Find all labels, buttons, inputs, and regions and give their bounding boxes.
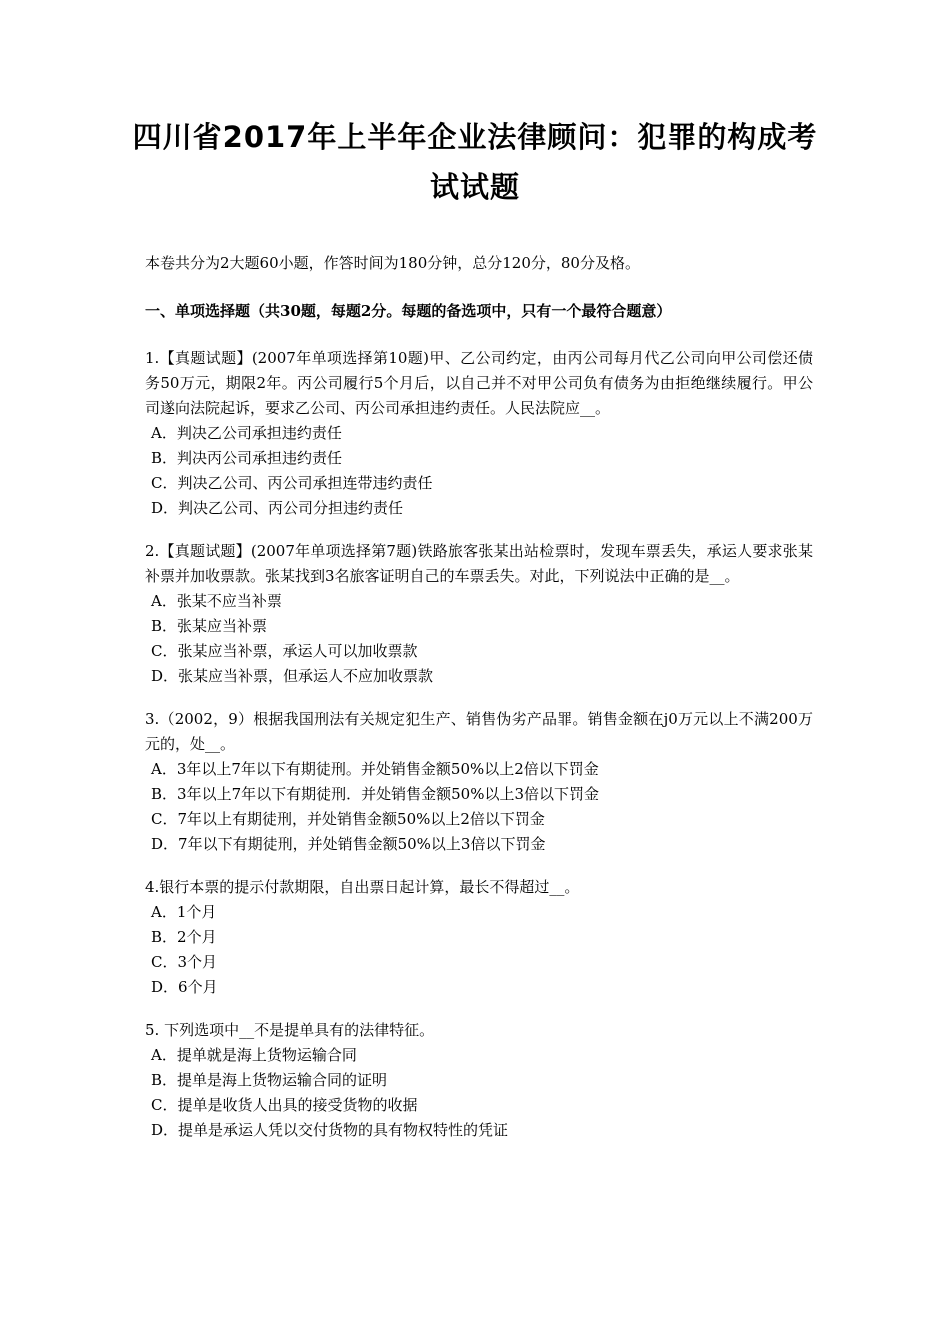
option-a: A．3年以上7年以下有期徒刑。并处销售金额50%以上2倍以下罚金 (151, 760, 599, 778)
question-stem: 2.【真题试题】(2007年单项选择第7题)铁路旅客张某出站检票时，发现车票丢失，承运人要求张某补票并加收票款。张某找到3名旅客证明自己的车票丢失。对此，下列说法中正确的是__。 (145, 542, 813, 585)
option-c: C．7年以上有期徒刑，并处销售金额50%以上2倍以下罚金 (151, 810, 545, 828)
question-2 (145, 539, 813, 689)
question-list (145, 346, 813, 1161)
option-b: B．判决丙公司承担违约责任 (151, 449, 343, 467)
exam-intro: 本卷共分为2大题60小题，作答时间为180分钟，总分120分，80分及格。 (145, 254, 640, 272)
question-stem: 5. 下列选项中__不是提单具有的法律特征。 (145, 1021, 435, 1039)
option-a: A．1个月 (151, 903, 217, 921)
option-d: D．提单是承运人凭以交付货物的具有物权特性的凭证 (151, 1121, 509, 1139)
option-c: C．判决乙公司、丙公司承担连带违约责任 (151, 474, 433, 492)
option-a: A．判决乙公司承担违约责任 (151, 424, 342, 442)
question-1 (145, 346, 813, 521)
option-b: B．提单是海上货物运输合同的证明 (151, 1071, 388, 1089)
option-b: B．2个月 (151, 928, 217, 946)
option-a: A．提单就是海上货物运输合同 (151, 1046, 357, 1064)
option-b: B．张某应当补票 (151, 617, 268, 635)
question-stem: 4.银行本票的提示付款期限，自出票日起计算，最长不得超过__。 (145, 878, 580, 896)
option-d: D．7年以下有期徒刑，并处销售金额50%以上3倍以下罚金 (151, 835, 546, 853)
question-stem: 3.（2002，9）根据我国刑法有关规定犯生产、销售伪劣产品罪。销售金额在j0万元以上不满200万元的，处__。 (145, 710, 813, 753)
option-c: C．3个月 (151, 953, 218, 971)
question-stem: 1.【真题试题】(2007年单项选择第10题)甲、乙公司约定，由丙公司每月代乙公司向甲公司偿还债务50万元，期限2年。丙公司履行5个月后，以自己并不对甲公司负有债务为由拒绝继续履行。甲公司遂向法院起诉，要求乙公司、丙公司承担违约责任。人民法院应__。 (145, 349, 813, 417)
option-d: D．6个月 (151, 978, 218, 996)
option-d: D．张某应当补票，但承运人不应加收票款 (151, 667, 434, 685)
question-4 (145, 875, 813, 1000)
option-a: A．张某不应当补票 (151, 592, 282, 610)
question-3 (145, 707, 813, 857)
option-c: C．提单是收货人出具的接受货物的收据 (151, 1096, 418, 1114)
document-title: 四川省2017年上半年企业法律顾问：犯罪的构成考试试题 (132, 120, 818, 204)
option-b: B．3年以上7年以下有期徒刑．并处销售金额50%以上3倍以下罚金 (151, 785, 599, 803)
option-c: C．张某应当补票，承运人可以加收票款 (151, 642, 418, 660)
question-5 (145, 1018, 813, 1143)
section-heading: 一、单项选择题（共30题，每题2分。每题的备选项中，只有一个最符合题意） (145, 302, 672, 320)
option-d: D．判决乙公司、丙公司分担违约责任 (151, 499, 404, 517)
